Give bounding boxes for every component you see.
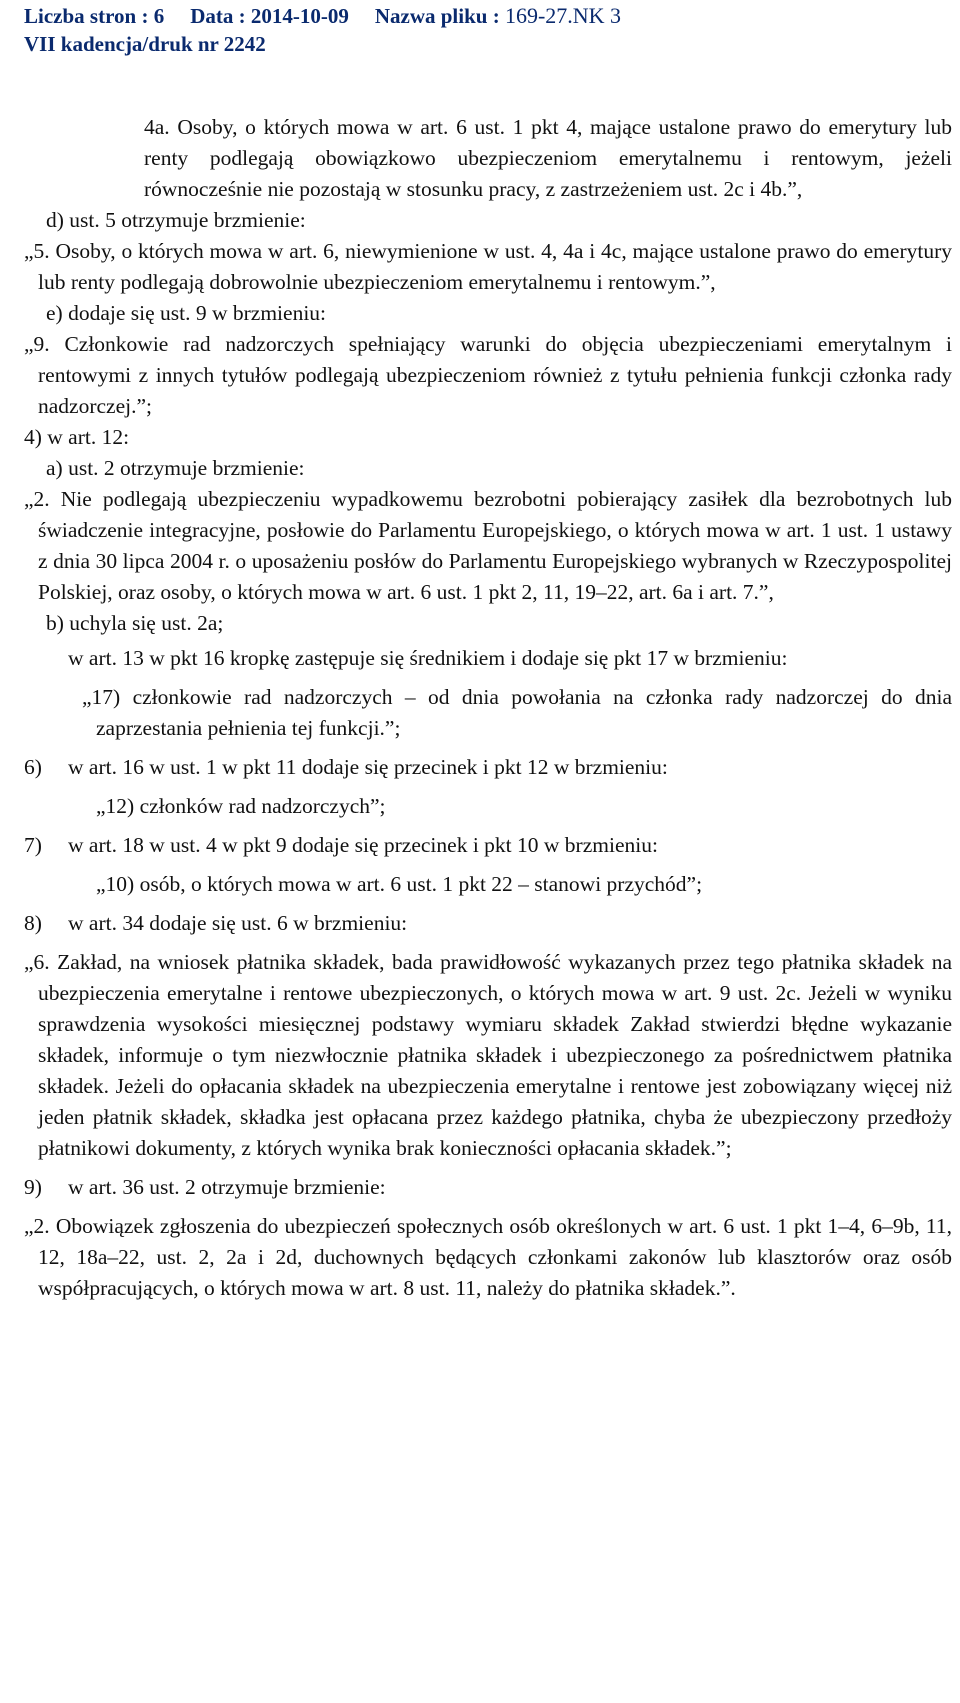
point-b-heading: b) uchyla się ust. 2a; [46, 611, 224, 635]
item-7-number: 7) [24, 833, 42, 857]
point-e-quote: „9. Członkowie rad nadzorczych spełniający warunki do objęcia ubezpieczeniami emerytalnym i rentowymi z innych tytułów podlegają ubezpieczeniom również z tytułu pełnienia funkcji członka rady nadzorczej.”; [24, 332, 952, 418]
item-5-text: w art. 13 w pkt 16 kropkę zastępuje się średnikiem i dodaje się pkt 17 w brzmieniu: [68, 646, 788, 670]
item-9-text: w art. 36 ust. 2 otrzymuje brzmienie: [68, 1175, 386, 1199]
item-9-number: 9) [24, 1175, 42, 1199]
item-6-number: 6) [24, 755, 42, 779]
print-number: VII kadencja/druk nr 2242 [24, 32, 266, 56]
file-name: 169-27.NK 3 [504, 3, 622, 28]
point-a-heading: a) ust. 2 otrzymuje brzmienie: [46, 456, 305, 480]
item-8-text: w art. 34 dodaje się ust. 6 w brzmieniu: [68, 911, 408, 935]
item-7 [24, 830, 952, 861]
document-body [24, 112, 952, 1304]
point-d-heading: d) ust. 5 otrzymuje brzmienie: [46, 208, 306, 232]
item-5-quote: „17) członkowie rad nadzorczych – od dnia powołania na członka rady nadzorczej do dnia zaprzestania pełnienia tej funkcji.”; [82, 685, 952, 740]
document-date: Data : 2014-10-09 [190, 4, 349, 28]
item-7-text: w art. 18 w ust. 4 w pkt 9 dodaje się przecinek i pkt 10 w brzmieniu: [68, 833, 658, 857]
item-9 [24, 1172, 952, 1203]
file-name-label: Nazwa pliku : [374, 4, 500, 28]
document-header [24, 2, 944, 58]
header-row-meta [24, 2, 944, 30]
paragraph-4a: 4a. Osoby, o których mowa w art. 6 ust. 1 pkt 4, mające ustalone prawo do emerytury lub renty podlegają obowiązkowo ubezpieczeniom emerytalnemu i rentowym, jeżeli równocześnie nie pozostają w stosunku pracy, z zastrzeżeniem ust. 2c i 4b.”, [144, 115, 952, 201]
item-6-quote: „12) członków rad nadzorczych”; [96, 794, 386, 818]
item-7-quote: „10) osób, o których mowa w art. 6 ust. 1 pkt 22 – stanowi przychód”; [96, 872, 703, 896]
item-9-quote: „2. Obowiązek zgłoszenia do ubezpieczeń społecznych osób określonych w art. 6 ust. 1 pkt 1–4, 6–9b, 11, 12, 18a–22, ust. 2, 2a i 2d, duchownych będących członkami zakonów lub klasztorów oraz osób współpracujących, o których mowa w art. 8 ust. 11, należy do płatnika składek.”. [24, 1214, 952, 1300]
point-e-heading: e) dodaje się ust. 9 w brzmieniu: [46, 301, 327, 325]
point-d-quote: „5. Osoby, o których mowa w art. 6, niewymienione w ust. 4, 4a i 4c, mające ustalone prawo do emerytury lub renty podlegają dobrowolnie ubezpieczeniom emerytalnemu i rentowym.”, [24, 239, 952, 294]
item-5-number [24, 643, 68, 674]
item-6 [24, 752, 952, 783]
item-6-text: w art. 16 w ust. 1 w pkt 11 dodaje się przecinek i pkt 12 w brzmieniu: [68, 755, 668, 779]
point-a-quote: „2. Nie podlegają ubezpieczeniu wypadkowemu bezrobotni pobierający zasiłek dla bezrobotnych lub świadczenie integracyjne, posłowie do Parlamentu Europejskiego, o których mowa w art. 1 ust. 1 ustawy z dnia 30 lipca 2004 r. o uposażeniu posłów do Parlamentu Europejskiego wybranych w Rzeczypospolitej Polskiej, oraz osoby, o których mowa w art. 6 ust. 1 pkt 2, 11, 19–22, art. 6a i art. 7.”, [24, 487, 952, 604]
item-8-number: 8) [24, 911, 42, 935]
item-8-quote: „6. Zakład, na wniosek płatnika składek, bada prawidłowość wykazanych przez tego płatnika składek na ubezpieczenia emerytalne i rentowe ubezpieczonych, o których mowa w art. 9 ust. 2c. Jeżeli w wyniku sprawdzenia wysokości miesięcznej podstawy wymiaru składek Zakład stwierdzi błędne wykazanie składek, informuje o tym niezwłocznie płatnika składek i ubezpieczonego za pośrednictwem płatnika składek. Jeżeli do opłacania składek na ubezpieczenia emerytalne i rentowe jest zobowiązany więcej niż jeden płatnik składek, składka jest opłacana przez każdego płatnika, chyba że ubezpieczony przedłoży płatnikowi dokumenty, z których wynika brak konieczności opłacania składek.”; [24, 950, 952, 1160]
item-5 [24, 643, 952, 674]
page-count: Liczba stron : 6 [24, 4, 165, 28]
item-4-heading: 4) w art. 12: [24, 425, 130, 449]
item-8 [24, 908, 952, 939]
